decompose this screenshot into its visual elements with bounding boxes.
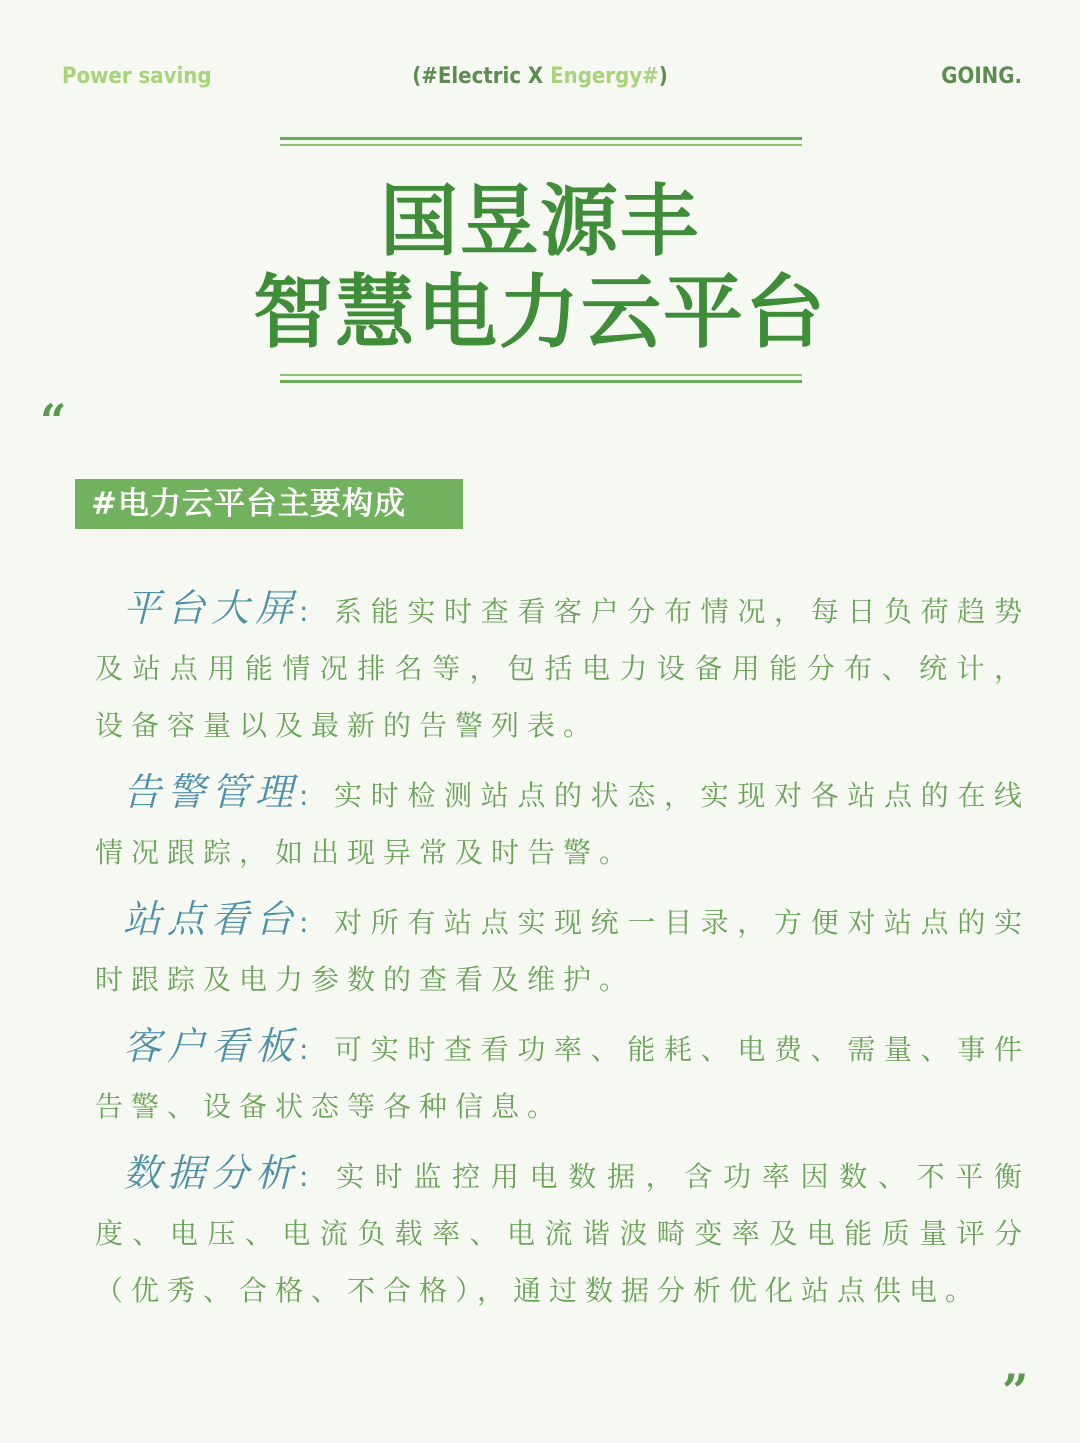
feature-item-analysis bbox=[95, 1145, 1030, 1319]
header-center-prefix: (#Electric X bbox=[412, 64, 551, 89]
feature-heading: 客户看板 bbox=[123, 1024, 300, 1068]
feature-heading: 告警管理 bbox=[123, 770, 300, 814]
header-right-text: GOING. bbox=[941, 64, 1022, 89]
feature-item-dashboard bbox=[95, 580, 1030, 754]
feature-description: 实时监控用电数据，含功率因数、不平衡度、电压、电流负载率、电流谐波畸变率及电能质量评分（优秀、合格、不合格），通过数据分析优化站点供电。 bbox=[95, 1160, 1030, 1307]
section-tag: #电力云平台主要构成 bbox=[75, 479, 463, 529]
feature-description: 系能实时查看客户分布情况，每日负荷趋势及站点用能情况排名等，包括电力设备用能分布、统计，设备容量以及最新的告警列表。 bbox=[95, 595, 1030, 742]
feature-colon: : bbox=[299, 1033, 317, 1066]
feature-heading: 数据分析 bbox=[123, 1151, 300, 1195]
header-center-text bbox=[0, 64, 1080, 89]
feature-list bbox=[95, 580, 1030, 1329]
open-quote-icon: “ bbox=[40, 394, 67, 448]
header-center-suffix: ) bbox=[658, 64, 668, 89]
feature-description: 对所有站点实现统一目录，方便对站点的实时跟踪及电力参数的查看及维护。 bbox=[95, 906, 1030, 996]
feature-item-alarm bbox=[95, 764, 1030, 881]
header-left-text: Power saving bbox=[62, 64, 212, 89]
close-quote-icon: ” bbox=[1002, 1364, 1029, 1418]
title-top-rule bbox=[280, 137, 802, 146]
title-line-2: 智慧电力云平台 bbox=[253, 266, 827, 359]
feature-colon: : bbox=[299, 1160, 317, 1193]
feature-heading: 平台大屏 bbox=[123, 586, 300, 630]
title-bottom-rule bbox=[280, 374, 802, 383]
feature-heading: 站点看台 bbox=[123, 897, 300, 941]
feature-item-station bbox=[95, 891, 1030, 1008]
feature-description: 可实时查看功率、能耗、电费、需量、事件告警、设备状态等各种信息。 bbox=[95, 1033, 1030, 1123]
feature-item-customer bbox=[95, 1018, 1030, 1135]
feature-description: 实时检测站点的状态，实现对各站点的在线情况跟踪，如出现异常及时告警。 bbox=[95, 779, 1030, 869]
header-center-highlight: Engergy# bbox=[550, 64, 659, 89]
feature-colon: : bbox=[299, 906, 317, 939]
feature-colon: : bbox=[299, 779, 317, 812]
title-line-1: 国昱源丰 bbox=[379, 177, 700, 267]
feature-colon: : bbox=[299, 595, 317, 628]
